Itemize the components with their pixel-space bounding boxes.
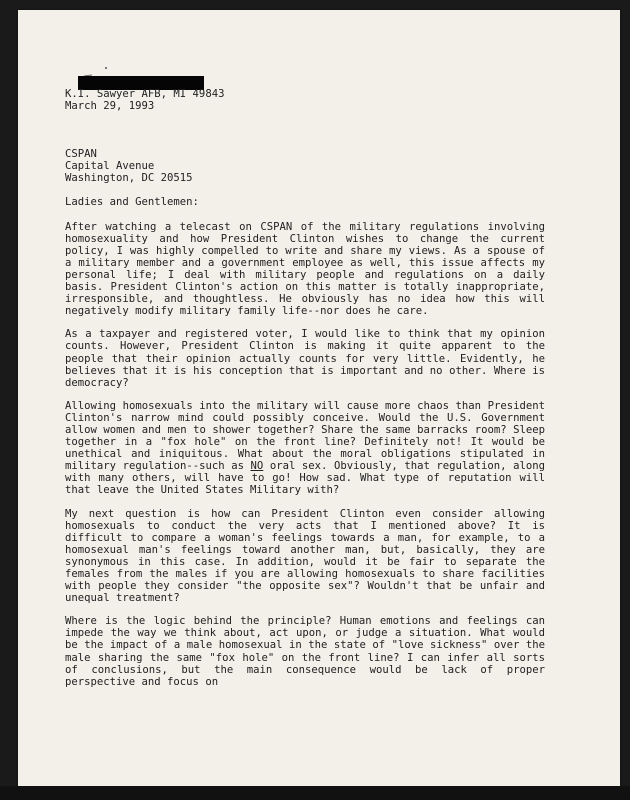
paragraph-1: After watching a telecast on CSPAN of the military regulations involving homosexuality and how President Clinton wishes to change the current policy, I was highly compelled to write and share my views. As a spouse of a military member and a government employee as well, this issue affects my personal life; I deal with military people and regulations on a daily basis. President Clinton's action on this matter is totally inappropriate, irresponsible, and thoughtless. He obviously has no idea how this will negatively modify military family life--nor does he care.	[65, 220, 545, 318]
sender-location: K.I. Sawyer AFB, MI 49843	[65, 88, 225, 100]
paragraph-5: Where is the logic behind the principle? Human emotions and feelings can impede the way we think about, act upon, or judge a situation. What would be the impact of a male homosexual in the state of "love sickness" over the male sharing the same "fox hole" on the front line? I can infer all sorts of conclusions, but the main consequence would be lack of proper perspective and focus on	[65, 615, 545, 688]
recipient-city: Washington, DC 20515	[65, 172, 193, 185]
paragraph-2: As a taxpayer and registered voter, I would like to think that my opinion counts. However, President Clinton is making it quite apparent to the people that their opinion actually counts for very little. Evidently, he believes that it is his conception that is important and no other. Where is democracy?	[65, 328, 545, 389]
letter-body	[65, 88, 545, 688]
letter-date: March 29, 1993	[65, 100, 155, 113]
recipient-street: Capital Avenue	[65, 160, 155, 173]
paragraph-3-part-b: oral sex. Obviously, that regulation, along with many others, will have to go! How sad. What type of reputation will that leave the United States Military with?	[65, 460, 545, 497]
paragraph-4: My next question is how can President Clinton even consider allowing homosexuals to conduct the very acts that I mentioned above? It is difficult to compare a woman's feelings towards a man, for example, to a homosexual man's feelings toward another man, but, basically, they are synonymous in this case. In addition, would it be fair to separate the females from the males if you are allowing homosexuals to share facilities with people they consider "the opposite sex"? Wouldn't that be unfair and unequal treatment?	[65, 507, 545, 605]
recipient-name: CSPAN	[65, 148, 97, 161]
paragraph-3-part-a: Allowing homosexuals into the military will cause more chaos than President Clinton's narrow mind could possibly conceive. Would the U.S. Government allow women and men to shower together? Share the same barracks room? Sleep together in a "fox hole" on the front line? Definitely not! It would be unethical and iniquitous. What about the moral obligations stipulated in military regulation--such as	[65, 399, 545, 473]
paragraph-3	[65, 400, 545, 497]
recipient-address	[65, 148, 545, 184]
salutation: Ladies and Gentlemen:	[65, 196, 199, 209]
paragraph-3-underlined-word: NO	[250, 460, 264, 473]
scan-border	[0, 786, 630, 800]
sender-address	[65, 88, 545, 112]
